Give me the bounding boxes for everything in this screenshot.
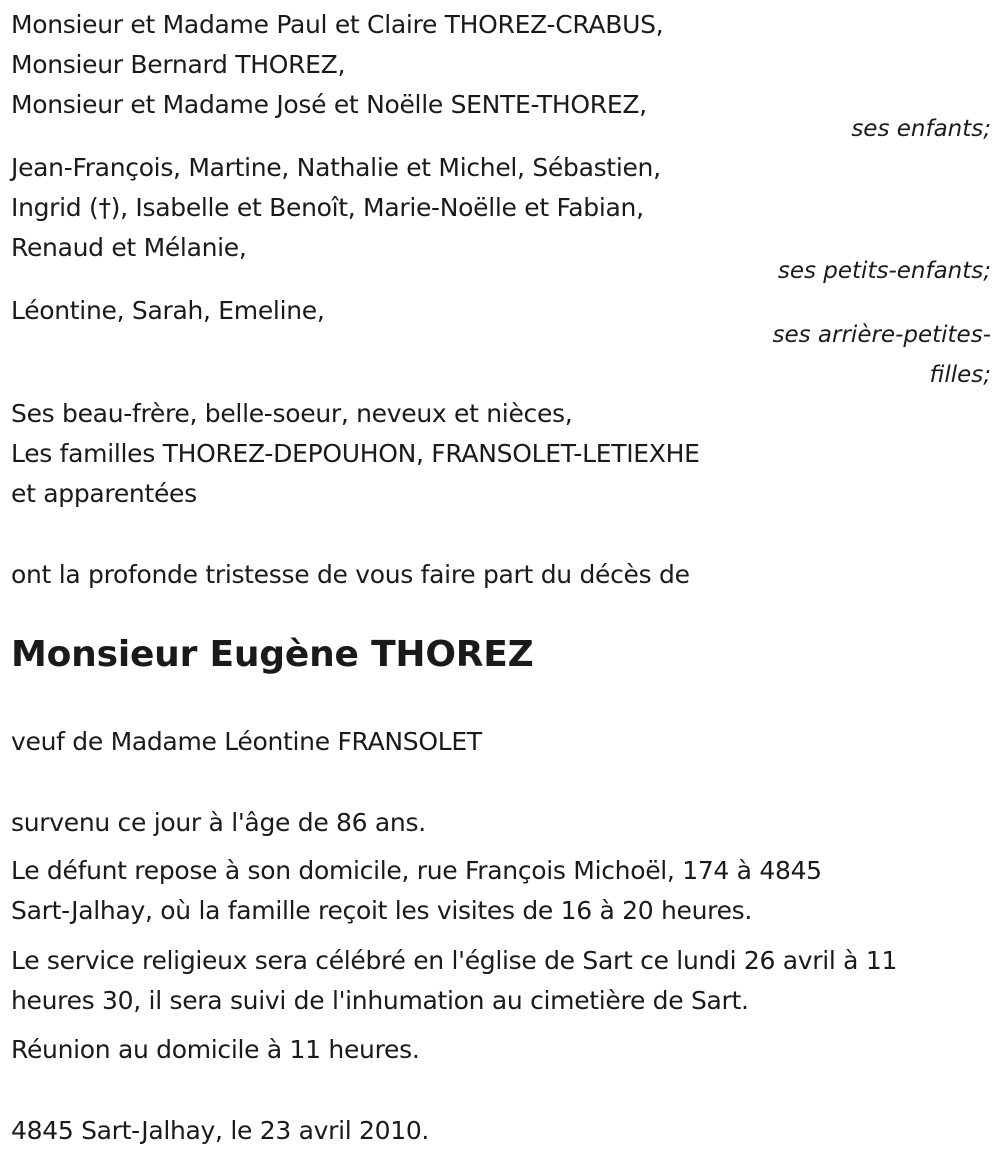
children-line-2: Monsieur Bernard THOREZ,: [11, 50, 346, 79]
relatives-line-1: Ses beau-frère, belle-soeur, neveux et nièces,: [11, 399, 573, 428]
widower-text: veuf de Madame Léontine FRANSOLET: [11, 727, 482, 756]
meeting-text: Réunion au domicile à 11 heures.: [11, 1035, 420, 1064]
grandchildren-line-2: Ingrid (†), Isabelle et Benoît, Marie-Noëlle et Fabian,: [11, 193, 644, 222]
service-text-line-1: Le service religieux sera célébré en l'église de Sart ce lundi 26 avril à 11: [11, 946, 898, 975]
rest-text-line-1: Le défunt repose à son domicile, rue François Michoël, 174 à 4845: [11, 856, 822, 885]
place-date: 4845 Sart-Jalhay, le 23 avril 2010.: [11, 1116, 430, 1145]
grandchildren-role-label: ses petits-enfants;: [777, 258, 991, 284]
grandchildren-line-1: Jean-François, Martine, Nathalie et Michel, Sébastien,: [11, 153, 661, 182]
great-grandchildren-role-label-1: ses arrière-petites-: [772, 322, 991, 348]
deceased-name: Monsieur Eugène THOREZ: [11, 634, 534, 675]
announcement-text: ont la profonde tristesse de vous faire part du décès de: [11, 560, 690, 589]
relatives-line-2: Les familles THOREZ-DEPOUHON, FRANSOLET-LETIEXHE: [11, 439, 700, 468]
great-grandchildren-role-label-2: filles;: [929, 362, 991, 388]
age-text: survenu ce jour à l'âge de 86 ans.: [11, 808, 426, 837]
grandchildren-line-3: Renaud et Mélanie,: [11, 233, 247, 262]
rest-text-line-2: Sart-Jalhay, où la famille reçoit les visites de 16 à 20 heures.: [11, 896, 753, 925]
service-text-line-2: heures 30, il sera suivi de l'inhumation au cimetière de Sart.: [11, 986, 749, 1015]
children-line-1: Monsieur et Madame Paul et Claire THOREZ-CRABUS,: [11, 10, 664, 39]
children-role-label: ses enfants;: [851, 116, 991, 142]
relatives-line-3: et apparentées: [11, 479, 197, 508]
children-line-3: Monsieur et Madame José et Noëlle SENTE-THOREZ,: [11, 90, 647, 119]
great-grandchildren-line-1: Léontine, Sarah, Emeline,: [11, 296, 325, 325]
